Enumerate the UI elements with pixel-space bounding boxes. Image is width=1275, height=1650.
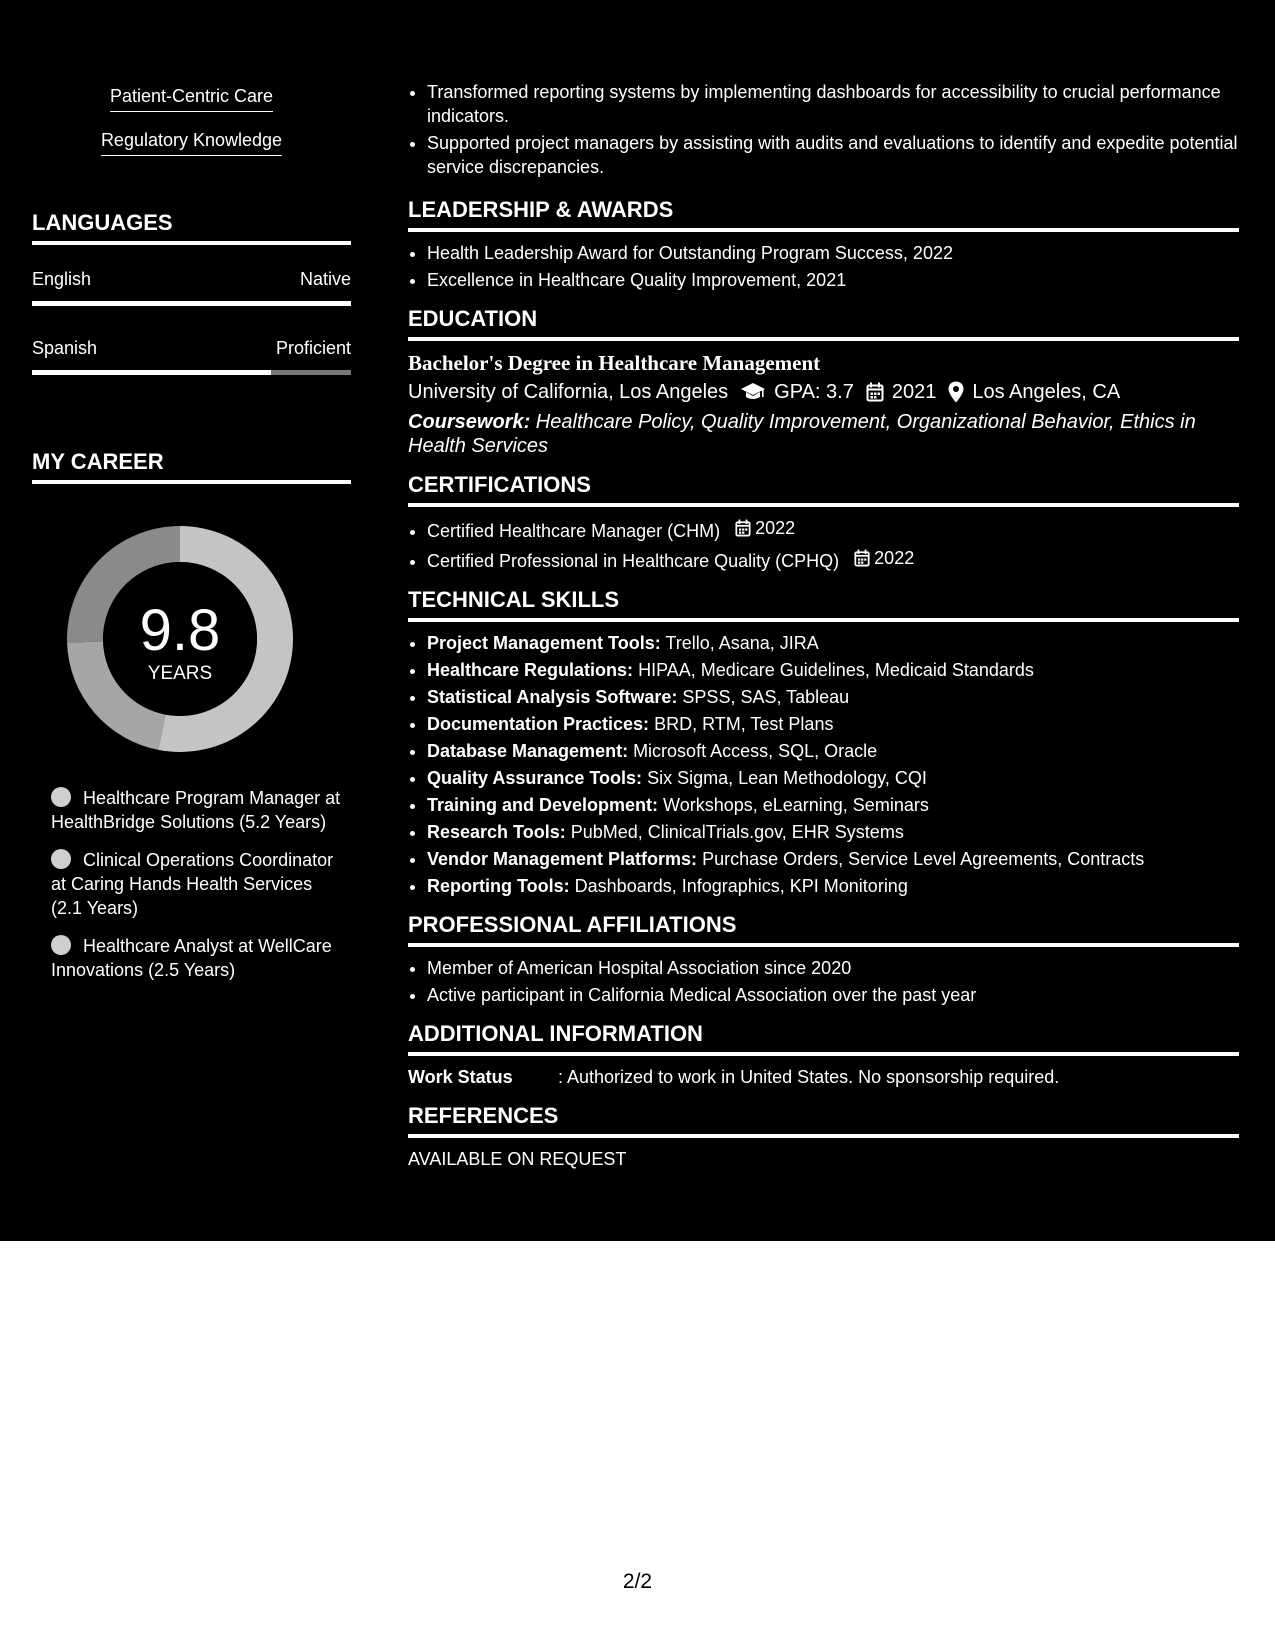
language-spanish <box>32 336 351 375</box>
school-name: University of California, Los Angeles <box>408 381 729 403</box>
coursework-list: Healthcare Policy, Quality Improvement, Organizational Behavior, Ethics in Health Services <box>408 411 1196 457</box>
career-dot-icon <box>51 935 71 955</box>
graduation-cap-icon <box>740 382 766 402</box>
career-item-text: Healthcare Program Manager at HealthBridge Solutions (5.2 Years) <box>51 788 341 832</box>
school-location: Los Angeles, CA <box>972 381 1121 403</box>
career-heading: MY CAREER <box>32 449 351 484</box>
technical-skill-item: • Research Tools: PubMed, ClinicalTrials.gov, EHR Systems <box>427 820 1239 844</box>
technical-skill-item: • Vendor Management Platforms: Purchase Orders, Service Level Agreements, Contracts <box>427 847 1239 871</box>
calendar-icon <box>854 549 870 567</box>
award-item: • Health Leadership Award for Outstanding Program Success, 2022 <box>427 241 1239 265</box>
education-details <box>408 377 1239 407</box>
career-total-value: 9.8 <box>139 598 221 663</box>
language-name: English <box>32 269 92 289</box>
experience-bullet: • Transformed reporting systems by implementing dashboards for accessibility to crucial performance indicators. <box>427 80 1239 128</box>
career-dot-icon <box>51 787 71 807</box>
left-column <box>32 84 351 996</box>
affiliation-item: • Active participant in California Medical Association over the past year <box>427 983 1239 1007</box>
coursework-label: Coursework: <box>408 411 531 433</box>
work-status-label: Work Status <box>408 1067 513 1087</box>
location-pin-icon <box>948 381 964 403</box>
skill-regulatory-knowledge[interactable]: Regulatory Knowledge <box>101 128 282 156</box>
experience-bullet: • Supported project managers by assisting with audits and evaluations to identify and expedite potential service discrepancies. <box>427 131 1239 179</box>
certification-item <box>427 546 1239 573</box>
additional-info-heading: ADDITIONAL INFORMATION <box>408 1021 1239 1056</box>
degree-title: Bachelor's Degree in Healthcare Management <box>408 351 821 375</box>
technical-skill-item: • Quality Assurance Tools: Six Sigma, Lean Methodology, CQI <box>427 766 1239 790</box>
affiliations-heading: PROFESSIONAL AFFILIATIONS <box>408 912 1239 947</box>
calendar-icon <box>735 519 751 537</box>
certification-name: Certified Professional in Healthcare Quality (CPHQ) <box>427 551 840 571</box>
certifications-heading: CERTIFICATIONS <box>408 472 1239 507</box>
technical-skill-item: • Database Management: Microsoft Access, SQL, Oracle <box>427 739 1239 763</box>
career-item <box>51 934 341 982</box>
coursework <box>408 410 1239 458</box>
references-text: AVAILABLE ON REQUEST <box>408 1149 627 1169</box>
education-section <box>408 306 1239 458</box>
career-dot-icon <box>51 849 71 869</box>
career-item <box>51 848 341 920</box>
calendar-icon <box>866 382 884 402</box>
career-item-text: Clinical Operations Coordinator at Caring Hands Health Services (2.1 Years) <box>51 850 334 918</box>
language-name: Spanish <box>32 338 98 358</box>
technical-skills-section <box>408 587 1239 898</box>
career-donut-chart <box>67 526 293 752</box>
leadership-section <box>408 197 1239 292</box>
right-column <box>408 80 1239 1185</box>
languages-heading: LANGUAGES <box>32 210 351 245</box>
language-level: Native <box>299 269 351 289</box>
career-item <box>51 786 341 834</box>
technical-skill-item: • Statistical Analysis Software: SPSS, SAS, Tableau <box>427 685 1239 709</box>
leadership-heading: LEADERSHIP & AWARDS <box>408 197 1239 232</box>
graduation-year: 2021 <box>891 381 937 403</box>
technical-skill-item: • Documentation Practices: BRD, RTM, Test Plans <box>427 712 1239 736</box>
career-item-text: Healthcare Analyst at WellCare Innovations (2.5 Years) <box>51 936 332 980</box>
references-heading: REFERENCES <box>408 1103 1239 1138</box>
certification-name: Certified Healthcare Manager (CHM) <box>427 521 721 541</box>
technical-skill-item: • Reporting Tools: Dashboards, Infographics, KPI Monitoring <box>427 874 1239 898</box>
certification-year: 2022 <box>874 548 915 568</box>
experience-continued <box>408 80 1239 179</box>
page-number: 2/2 <box>622 1570 653 1593</box>
language-bar-fill <box>32 370 271 375</box>
technical-skills-heading: TECHNICAL SKILLS <box>408 587 1239 622</box>
technical-skill-item: • Training and Development: Workshops, eLearning, Seminars <box>427 793 1239 817</box>
language-bar <box>32 370 351 375</box>
work-status-value: : Authorized to work in United States. No sponsorship required. <box>558 1067 1060 1087</box>
certification-item <box>427 516 1239 543</box>
language-bar <box>32 301 351 306</box>
affiliations-section <box>408 912 1239 1007</box>
award-item: • Excellence in Healthcare Quality Improvement, 2021 <box>427 268 1239 292</box>
language-bar-fill <box>32 301 351 306</box>
affiliation-item: • Member of American Hospital Association since 2020 <box>427 956 1239 980</box>
technical-skill-item: • Project Management Tools: Trello, Asana, JIRA <box>427 631 1239 655</box>
language-english <box>32 267 351 306</box>
education-heading: EDUCATION <box>408 306 1239 341</box>
skill-patient-centric-care[interactable]: Patient-Centric Care <box>110 84 273 112</box>
language-level: Proficient <box>275 338 351 358</box>
additional-info-section <box>408 1021 1239 1089</box>
career-total-unit: YEARS <box>147 663 213 684</box>
references-section <box>408 1103 1239 1171</box>
work-status <box>408 1065 1239 1089</box>
certifications-section <box>408 472 1239 573</box>
gpa: GPA: 3.7 <box>774 381 854 403</box>
certification-year: 2022 <box>755 518 796 538</box>
technical-skill-item: • Healthcare Regulations: HIPAA, Medicare Guidelines, Medicaid Standards <box>427 658 1239 682</box>
